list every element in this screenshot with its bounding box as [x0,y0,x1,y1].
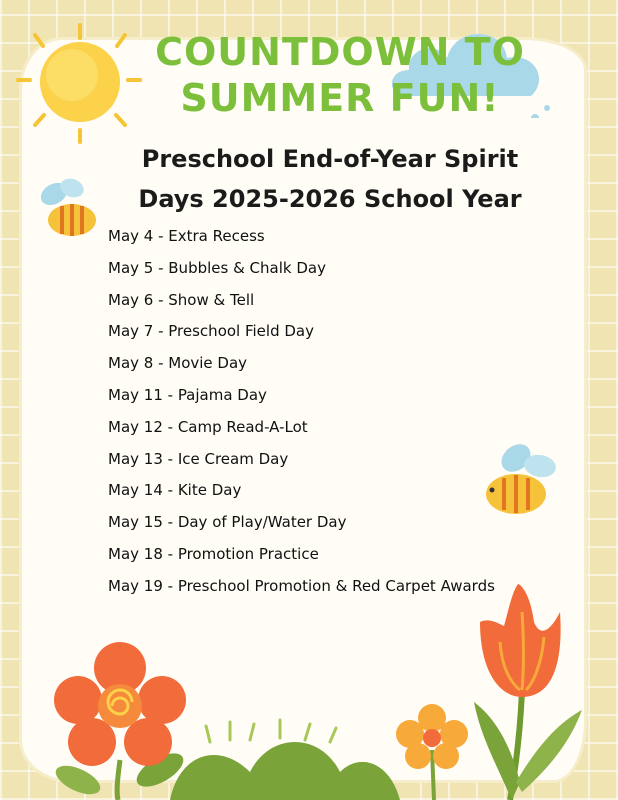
list-item: May 19 - Preschool Promotion & Red Carpet Awards [108,576,495,595]
subtitle-line-2: Days 2025-2026 School Year [138,185,522,213]
list-item: May 12 - Camp Read-A-Lot [108,417,308,436]
bee-icon [32,172,104,244]
title-line-2: SUMMER FUN! [180,76,500,120]
list-item: May 5 - Bubbles & Chalk Day [108,258,326,277]
list-item: May 7 - Preschool Field Day [108,322,314,341]
subtitle-line-1: Preschool End-of-Year Spirit [141,145,519,173]
list-item: May 13 - Ice Cream Day [108,449,289,468]
list-item: May 8 - Movie Day [108,354,248,373]
list-item: May 14 - Kite Day [108,481,242,500]
list-item: May 6 - Show & Tell [108,290,255,309]
list-item: May 18 - Promotion Practice [108,544,319,563]
title-line-1: COUNTDOWN TO [155,30,525,74]
flower-icon [40,640,200,800]
list-item: May 11 - Pajama Day [108,385,267,404]
list-item: May 15 - Day of Play/Water Day [108,513,347,532]
list-item: May 4 - Extra Recess [108,227,265,245]
tulip-icon [460,582,590,800]
spirit-days-list [108,224,495,606]
